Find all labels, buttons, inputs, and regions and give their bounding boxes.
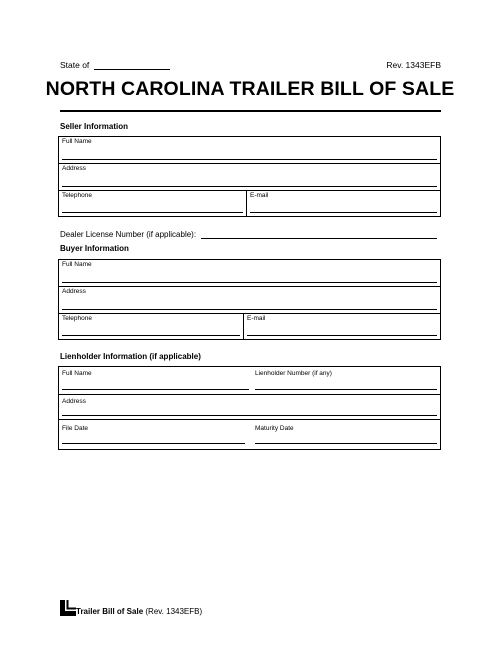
lienholder-dates-row [59,420,440,449]
seller-full-name-row [59,137,440,164]
lienholder-name-row [59,367,440,395]
state-of-label: State of [60,60,90,70]
lienholder-maturity-date-field[interactable] [252,420,440,449]
seller-contact-row [59,191,440,216]
seller-address-label: Address [62,165,86,172]
buyer-full-name-line [62,282,437,283]
seller-telephone-label: Telephone [62,192,92,199]
buyer-address-line [62,309,437,310]
revision-number: Rev. 1343EFB [386,60,441,70]
title-divider [60,110,441,112]
seller-full-name-label: Full Name [62,138,92,145]
seller-address-row [59,164,440,191]
seller-address-line [62,186,437,187]
footer-revision: (Rev. 1343EFB) [145,607,203,616]
lienholder-number-label: Lienholder Number (if any) [255,370,332,377]
seller-full-name-field[interactable] [59,137,440,163]
seller-full-name-line [62,159,437,160]
seller-info-box [58,136,441,217]
dealer-license-label: Dealer License Number (if applicable): [60,230,197,239]
lienholder-number-field[interactable] [252,367,440,394]
lienholder-file-date-field[interactable] [59,420,248,449]
buyer-email-label: E-mail [247,315,266,322]
lienholder-section-heading: Lienholder Information (if applicable) [60,352,201,361]
buyer-telephone-line [62,335,240,336]
lienholder-file-date-label: File Date [62,425,89,432]
document-title: NORTH CAROLINA TRAILER BILL OF SALE [45,78,455,100]
buyer-address-row [59,287,440,314]
lienholder-info-box [58,366,441,450]
buyer-email-field[interactable] [244,314,440,339]
state-of-blank[interactable] [94,69,170,70]
lienholder-maturity-date-line [255,443,437,444]
buyer-telephone-field[interactable] [59,314,244,339]
lienholder-full-name-label: Full Name [62,370,92,377]
state-of-field[interactable] [60,60,170,70]
buyer-full-name-row [59,260,440,287]
seller-telephone-line [62,212,243,213]
dealer-license-field[interactable] [60,230,437,239]
lienholder-full-name-field[interactable] [59,367,252,394]
seller-telephone-field[interactable] [59,191,247,216]
buyer-address-label: Address [62,288,86,295]
lienholder-address-row [59,395,440,420]
footer-title: Trailer Bill of Sale [76,607,144,616]
buyer-section-heading: Buyer Information [60,244,129,253]
buyer-address-field[interactable] [59,287,440,313]
lienholder-full-name-line [62,389,249,390]
lienholder-number-line [255,389,437,390]
lienholder-address-label: Address [62,398,86,405]
buyer-contact-row [59,314,440,339]
buyer-info-box [58,259,441,340]
footer-caption [76,607,202,616]
buyer-email-line [247,335,437,336]
buyer-telephone-label: Telephone [62,315,92,322]
seller-address-field[interactable] [59,164,440,190]
lienholder-file-date-line [62,443,245,444]
seller-email-label: E-mail [250,192,269,199]
seller-email-line [250,212,437,213]
lienholder-maturity-date-label: Maturity Date [255,425,294,432]
lienholder-address-field[interactable] [59,395,440,419]
buyer-full-name-field[interactable] [59,260,440,286]
seller-section-heading: Seller Information [60,122,129,131]
lienholder-address-line [62,415,437,416]
brand-logo-icon [60,600,76,616]
seller-email-field[interactable] [247,191,440,216]
dealer-license-blank[interactable] [201,238,437,239]
buyer-full-name-label: Full Name [62,261,92,268]
